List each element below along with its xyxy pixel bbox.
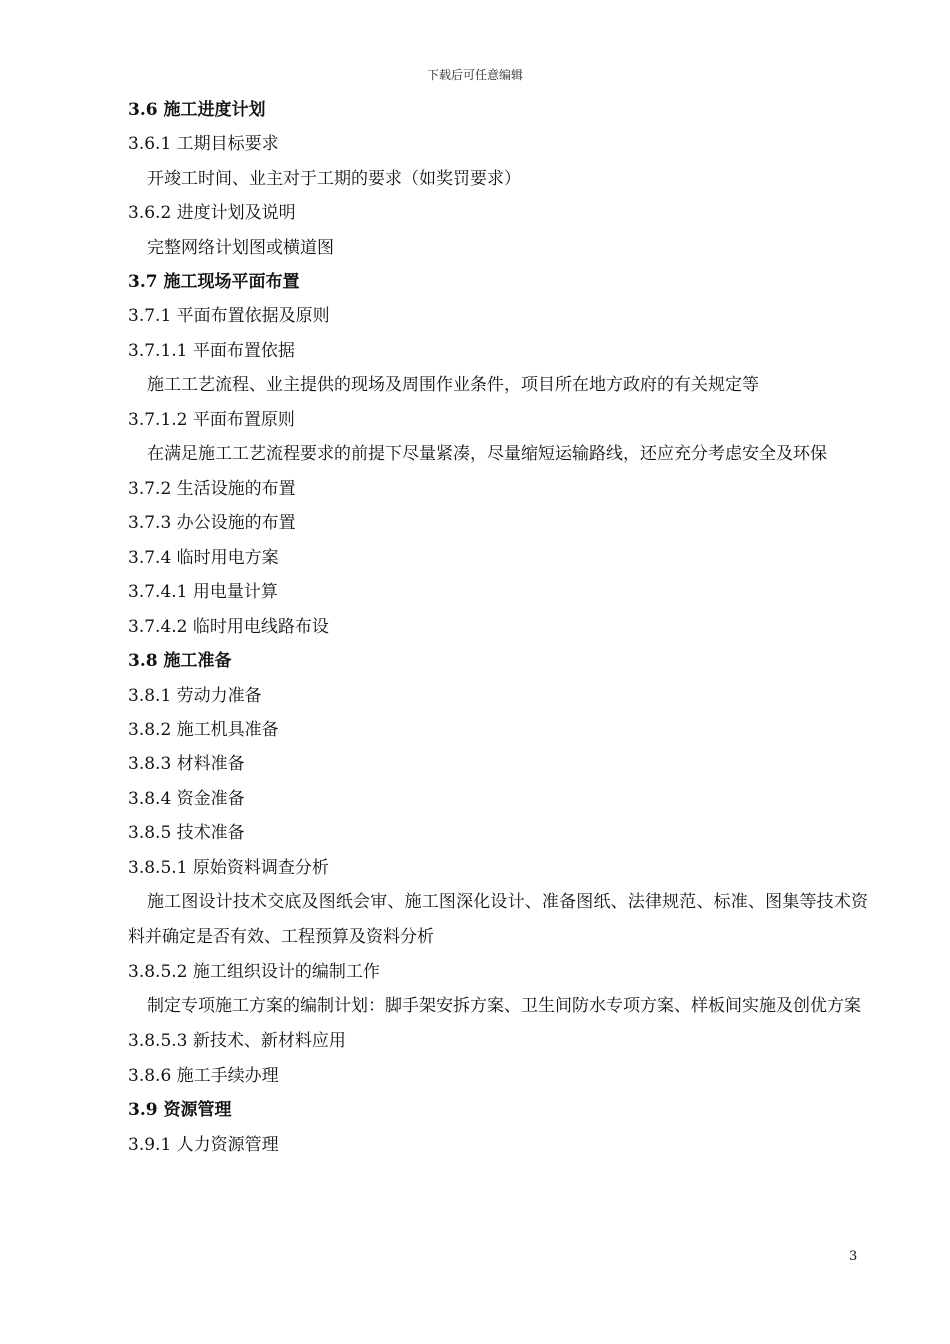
body-text: 开竣工时间、业主对于工期的要求（如奖罚要求） [147, 168, 521, 189]
section-heading: 3.7 施工现场平面布置 [128, 272, 300, 293]
body-text: 完整网络计划图或横道图 [147, 237, 334, 258]
section-heading: 3.8 施工准备 [128, 651, 232, 672]
subsection-heading: 3.8.1 劳动力准备 [128, 685, 262, 706]
body-text: 施工工艺流程、业主提供的现场及周围作业条件，项目所在地方政府的有关规定等 [147, 375, 759, 396]
section-heading: 3.9 资源管理 [128, 1100, 232, 1121]
subsection-heading: 3.8.3 材料准备 [128, 754, 245, 775]
subsection-heading: 3.7.3 办公设施的布置 [128, 513, 296, 534]
subsection-heading: 3.8.5.1 原始资料调查分析 [128, 857, 329, 878]
subsection-heading: 3.7.1.1 平面布置依据 [128, 340, 295, 361]
body-paragraph: 在满足施工工艺流程要求的前提下尽量紧凑，尽量缩短运输路线，还应充分考虑安全及环保 [147, 444, 827, 465]
subsection-heading: 3.8.2 施工机具准备 [128, 719, 279, 740]
subsection-heading: 3.9.1 人力资源管理 [128, 1134, 279, 1155]
subsection-heading: 3.7.4.1 用电量计算 [128, 582, 278, 603]
page-header: 下载后可任意编辑 [426, 68, 523, 82]
subsection-heading: 3.8.5.3 新技术、新材料应用 [128, 1031, 346, 1052]
subsection-heading: 3.8.6 施工手续办理 [128, 1065, 279, 1086]
section-heading: 3.6 施工进度计划 [128, 100, 266, 120]
subsection-heading: 3.7.1.2 平面布置原则 [128, 409, 295, 430]
subsection-heading: 3.7.4 临时用电方案 [128, 547, 279, 568]
subsection-heading: 3.8.5.2 施工组织设计的编制工作 [128, 961, 380, 982]
subsection-heading: 3.7.4.2 临时用电线路布设 [128, 616, 329, 637]
document-body [128, 93, 868, 1162]
body-paragraph: 施工图设计技术交底及图纸会审、施工图深化设计、准备图纸、法律规范、标准、图集等技术资料并确定是否有效、工程预算及资料分析 [128, 891, 868, 947]
subsection-heading: 3.6.1 工期目标要求 [128, 134, 279, 155]
subsection-heading: 3.8.4 资金准备 [128, 788, 245, 809]
subsection-heading: 3.6.2 进度计划及说明 [128, 203, 296, 224]
subsection-heading: 3.8.5 技术准备 [128, 823, 245, 844]
page-number: 3 [849, 1249, 858, 1264]
subsection-heading: 3.7.1 平面布置依据及原则 [128, 306, 330, 327]
subsection-heading: 3.7.2 生活设施的布置 [128, 479, 296, 500]
body-paragraph: 制定专项施工方案的编制计划：脚手架安拆方案、卫生间防水专项方案、样板间实施及创优方案 [147, 996, 861, 1017]
